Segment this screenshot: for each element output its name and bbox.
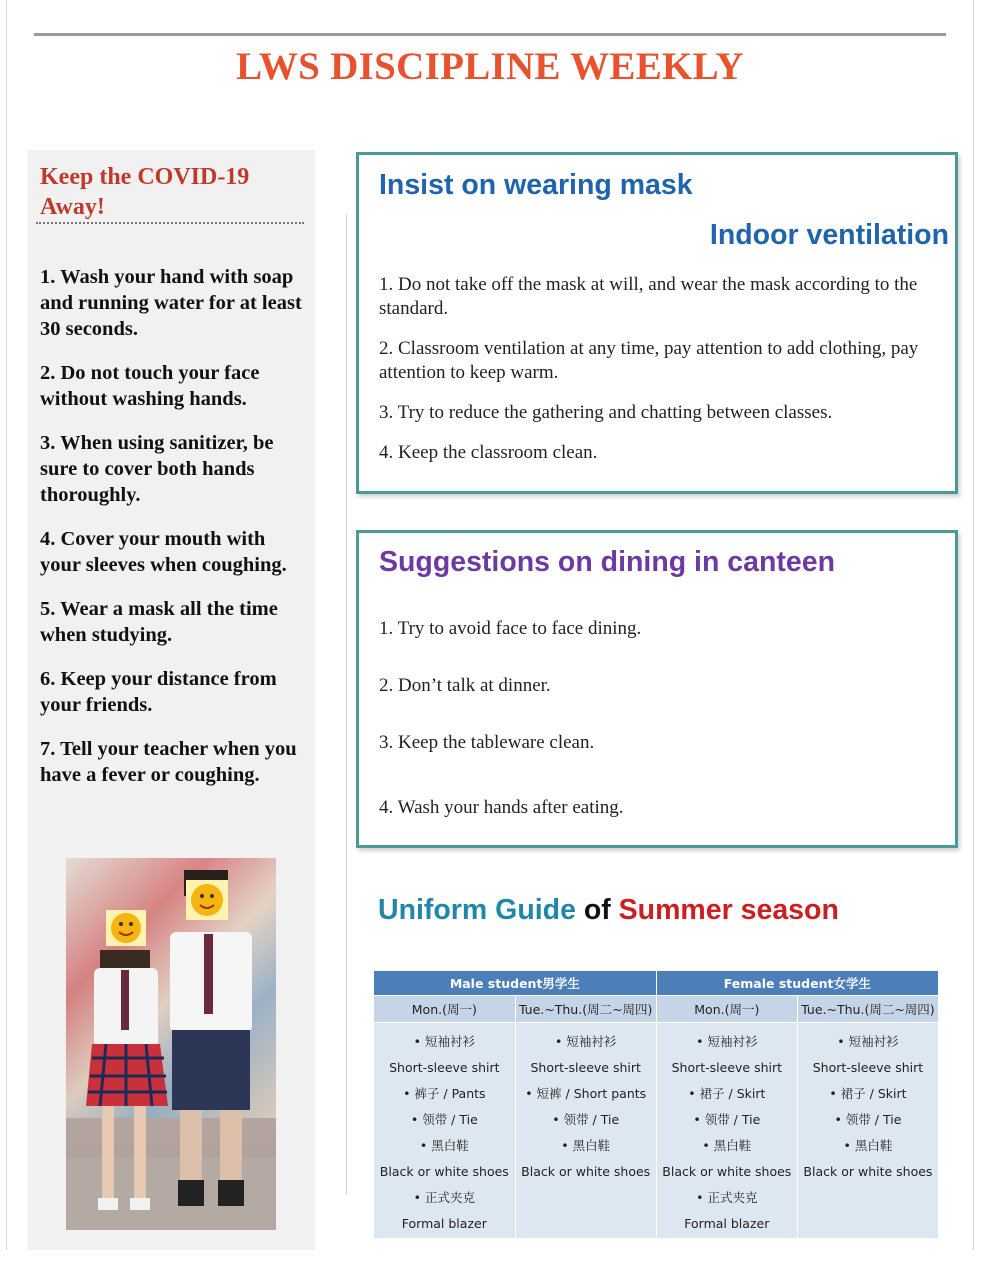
uniform-item: • 裤子 / Pants xyxy=(403,1086,486,1101)
covid-sidebar xyxy=(28,150,315,1250)
uniform-title-part1: Uniform Guide xyxy=(378,894,576,926)
uniform-item: • 短裤 / Short pants xyxy=(525,1086,647,1101)
tip-item: 4. Cover your mouth with your sleeves when coughing. xyxy=(40,528,287,576)
dining-item: 4. Wash your hands after eating. xyxy=(379,797,624,818)
uniform-item: • 领带 / Tie xyxy=(834,1112,902,1127)
male-group-header: Male student男学生 xyxy=(374,971,656,996)
uniform-photo xyxy=(66,858,276,1230)
tip-item: 2. Do not touch your face without washing hands. xyxy=(40,362,260,410)
uniform-item: • 黑白鞋 xyxy=(419,1138,469,1153)
uniform-item: • 正式夹克 xyxy=(696,1190,758,1205)
uniform-item: Formal blazer xyxy=(401,1216,487,1231)
masthead-title: LWS DISCIPLINE WEEKLY xyxy=(236,45,744,88)
uniform-item: Short-sleeve shirt xyxy=(530,1060,641,1075)
uniform-guide-title xyxy=(378,894,839,927)
uniform-item: • 正式夹克 xyxy=(413,1190,475,1205)
dining-item: 3. Keep the tableware clean. xyxy=(379,732,595,753)
uniform-item: • 短袖衬衫 xyxy=(696,1034,758,1049)
mask-item: 3. Try to reduce the gathering and chatting between classes. xyxy=(379,402,833,423)
uniform-item: Black or white shoes xyxy=(803,1164,933,1179)
uniform-item: Short-sleeve shirt xyxy=(671,1060,783,1075)
page-border-right xyxy=(973,0,974,1250)
tip-item: 1. Wash your hand with soap and running water for at least 30 seconds. xyxy=(40,266,302,340)
uniform-cell xyxy=(797,1023,938,1239)
sidebar-dotted-divider xyxy=(36,222,304,224)
uniform-cell xyxy=(374,1023,515,1239)
day-header: Mon.(周一) xyxy=(374,996,515,1023)
uniform-item: • 黑白鞋 xyxy=(561,1138,611,1153)
female-group-header: Female student女学生 xyxy=(656,971,938,996)
tips-list xyxy=(40,264,310,806)
uniform-item: • 黑白鞋 xyxy=(843,1138,893,1153)
sidebar-title: Keep the COVID-19 Away! xyxy=(40,164,250,220)
uniform-item: Short-sleeve shirt xyxy=(389,1060,500,1075)
female-student-figure xyxy=(86,910,168,1210)
tip-item: 6. Keep your distance from your friends. xyxy=(40,668,277,716)
uniform-item: Short-sleeve shirt xyxy=(812,1060,924,1075)
top-rule xyxy=(34,33,946,36)
dining-item: 2. Don’t talk at dinner. xyxy=(379,675,551,696)
uniform-item: • 短袖衬衫 xyxy=(555,1034,617,1049)
uniform-table xyxy=(374,971,939,1238)
tip-item: 5. Wear a mask all the time when studying. xyxy=(40,598,278,646)
students-illustration xyxy=(66,858,276,1230)
uniform-item: • 领带 / Tie xyxy=(693,1112,761,1127)
male-student-figure xyxy=(170,870,252,1206)
uniform-item: Formal blazer xyxy=(684,1216,770,1231)
day-header: Tue.~Thu.(周二~周四) xyxy=(515,996,656,1023)
uniform-item: • 短袖衬衫 xyxy=(837,1034,899,1049)
uniform-item: • 裙子 / Skirt xyxy=(688,1086,766,1101)
uniform-title-part2: of xyxy=(583,894,611,926)
day-header: Tue.~Thu.(周二~周四) xyxy=(797,996,938,1023)
uniform-item: • 黑白鞋 xyxy=(702,1138,752,1153)
mask-ventilation-box xyxy=(356,152,958,494)
ventilation-heading: Indoor ventilation xyxy=(709,219,949,251)
dining-heading: Suggestions on dining in canteen xyxy=(379,546,836,578)
column-divider xyxy=(346,215,347,1195)
mask-item: 2. Classroom ventilation at any time, pay attention to add clothing, pay attention to keep warm. xyxy=(379,338,919,383)
uniform-item: Black or white shoes xyxy=(662,1164,792,1179)
mask-heading: Insist on wearing mask xyxy=(379,169,693,201)
uniform-item: • 领带 / Tie xyxy=(552,1112,620,1127)
uniform-cell xyxy=(656,1023,797,1239)
uniform-item: • 短袖衬衫 xyxy=(413,1034,475,1049)
mask-item: 4. Keep the classroom clean. xyxy=(379,442,598,463)
uniform-item: • 领带 / Tie xyxy=(410,1112,478,1127)
page-border-left xyxy=(6,0,7,1250)
uniform-title-part3: Summer season xyxy=(618,894,839,926)
dining-item: 1. Try to avoid face to face dining. xyxy=(379,618,642,639)
mask-item: 1. Do not take off the mask at will, and wear the mask according to the standard. xyxy=(379,274,918,319)
uniform-cell xyxy=(515,1023,656,1239)
dining-box xyxy=(356,530,958,848)
uniform-item: Black or white shoes xyxy=(521,1164,651,1179)
uniform-item: Black or white shoes xyxy=(379,1164,509,1179)
tip-item: 7. Tell your teacher when you have a fever or coughing. xyxy=(40,738,297,786)
uniform-item: • 裙子 / Skirt xyxy=(829,1086,907,1101)
day-header: Mon.(周一) xyxy=(656,996,797,1023)
tip-item: 3. When using sanitizer, be sure to cover both hands thoroughly. xyxy=(40,432,274,506)
